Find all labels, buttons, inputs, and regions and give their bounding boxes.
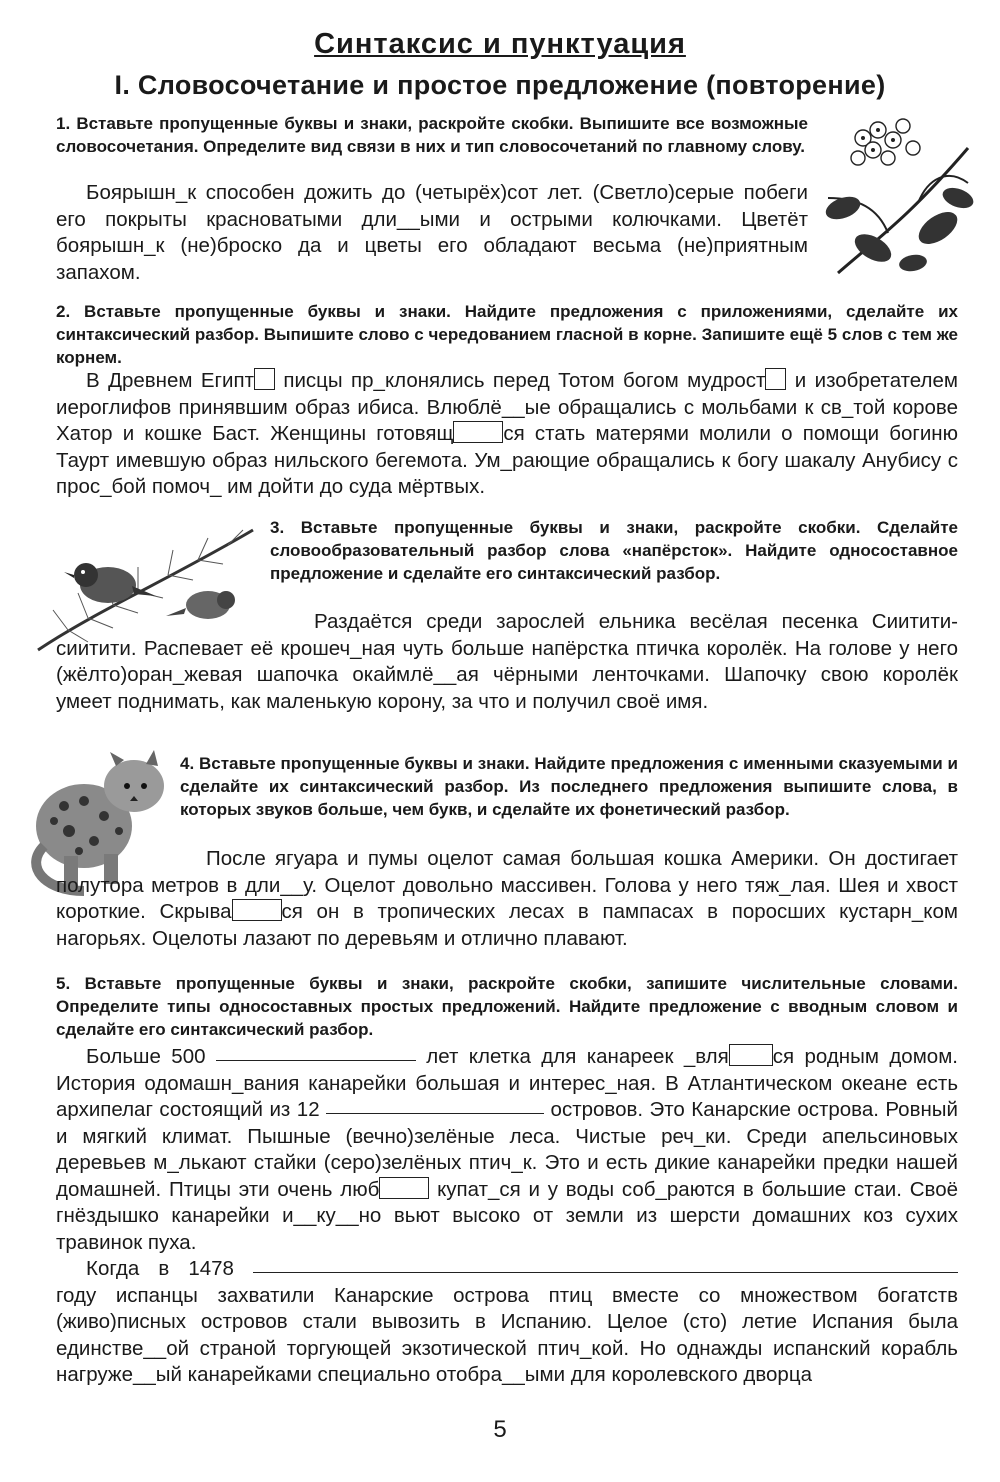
task1-instruction: 1. Вставьте пропущенные буквы и знаки, раскройте скобки. Выпишите все возможные словосочетания. Определите вид связи в них и тип словосочетаний по главному слову.: [56, 114, 808, 156]
answer-box[interactable]: [379, 1177, 429, 1199]
task5-paragraph-2: [56, 1256, 958, 1389]
task2-text: [56, 368, 958, 501]
answer-box[interactable]: [765, 368, 786, 390]
section-title: I. Словосочетание и простое предложение (повторение): [114, 70, 886, 100]
numeral-answer-line[interactable]: [253, 1272, 958, 1273]
task2-text-part: ся стать матерями молили о помощи богиню Таурт имевшую образ нильского бегемота. Ум_рающие обращались к богу шакалу Анубису с прос_бой помоч_ им дойти до суда мёртвых.: [56, 422, 958, 498]
task5-text-part: Когда в 1478: [86, 1257, 253, 1280]
task3-text: [56, 609, 958, 715]
task1-text: [56, 180, 808, 286]
answer-box[interactable]: [453, 421, 503, 443]
task5-text-part: островов. Это Канарские острова. Ровный и мягкий климат. Пышные (вечно)зелёные леса. Чистые реч_ки. Среди апельсиновых деревьев м_лькают стайки (серо)зелёных птич_к. Это и есть дикие канарейки предки нашей домашней. Птицы эти очень люб: [56, 1098, 958, 1201]
page-title: Синтаксис и пунктуация: [314, 28, 686, 60]
task2-text-part: писцы пр_клонялись перед Тотом богом мудрост: [274, 369, 766, 392]
page-number: 5: [493, 1416, 507, 1443]
numeral-answer-line[interactable]: [216, 1060, 416, 1061]
task5-text: [56, 1044, 958, 1389]
task4-instruction: 4. Вставьте пропущенные буквы и знаки. Найдите предложения с именными сказуемыми и сделайте их синтаксический разбор. Из последнего предложения выпишите слова, в которых звуков больше, чем букв, и сделайте их фонетический разбор.: [180, 754, 958, 819]
task2-paragraph: [56, 368, 958, 501]
hawthorn-branch-illustration: [818, 108, 978, 280]
task5-text-part: купат_ся и у воды соб_раются в большие стаи. Своё гнёздышко канарейки и__ку__но вьют высоко от земли из шерсти домашних коз сухих травинок пуха.: [56, 1177, 958, 1254]
task4-text-part: ся он в тропических лесах в пампасах в поросших кустарн_ком нагорьях. Оцелоты лазают по деревьям и отлично плавают.: [56, 900, 958, 950]
task4-text-part: После ягуара и пумы оцелот самая большая кошка Америки. Он достигает полутора метров в дли__у. Оцелот довольно массивен. Голова у него тяж_лая. Шея и хвост короткие. Скрыва: [56, 847, 958, 923]
task5-paragraph-1: [56, 1044, 958, 1256]
task5-text-part: лет клетка для канареек _вля: [415, 1045, 729, 1068]
task5-text-part: году испанцы захватили Канарские острова птиц вместе со множеством богатств (живо)писных островов стали вывозить в Испанию. Целое (сто) летие Испания была единстве__ой страной торгующей экзотической птич_кой. Но однажды испанский корабль нагруже__ый канарейками специально отобра__ыми для королевского дворца: [56, 1283, 958, 1386]
task5-text-part: Больше 500: [86, 1045, 216, 1068]
task2-text-part: и изобретателем иероглифов принявшим образ ибиса. Влюблё__ые обращались с мольбами к св_той корове Хатор и кошке Баст. Женщины готовящ: [56, 369, 958, 445]
task5-text-part: ся родным домом. История одомашн_вания канарейки большая и интерес_ная. В Атлантическом океане есть архипелаг состоящий из 12: [56, 1045, 958, 1121]
task2-text-part: В Древнем Египт: [86, 369, 254, 392]
task1-paragraph: Боярышн_к способен дожить до (четырёх)сот лет. (Светло)серые побеги его покрыты красноватыми дли__ыми и острыми колючками. Цветёт боярышн_к (не)броско да и цветы его обладают весьма (не)приятным запахом.: [56, 181, 808, 284]
task3-paragraph: Раздаётся среди зарослей ельника весёлая песенка Сиитити-сиитити. Распевает её крошеч_ная чуть больше напёрстка птичка королёк. На голове у него (жёлто)оран_жевая шапочка окаймлё__ая чёрными ленточками. Шапочку свою королёк умеет поднимать, как маленькую корону, за что и получил своё имя.: [56, 610, 958, 713]
task4-text: [56, 846, 958, 952]
task3-instruction: 3. Вставьте пропущенные буквы и знаки, раскройте скобки. Сделайте словообразовательный разбор слова «напёрсток». Найдите односоставное предложение и сделайте его синтаксический разбор.: [270, 518, 958, 583]
numeral-answer-line[interactable]: [326, 1113, 544, 1114]
task2-instruction: 2. Вставьте пропущенные буквы и знаки. Найдите предложения с приложениями, сделайте их синтаксический разбор. Выпишите слово с чередованием гласной в корне. Запишите ещё 5 слов с тем же корнем.: [56, 302, 958, 367]
answer-box[interactable]: [254, 368, 275, 390]
answer-box[interactable]: [729, 1044, 773, 1066]
task4-paragraph: [56, 846, 958, 952]
task5-instruction: 5. Вставьте пропущенные буквы и знаки, раскройте скобки, запишите числительные словами. Определите типы односоставных простых предложений. Найдите предложение с вводным словом и сделайте его синтаксический разбор.: [56, 974, 958, 1039]
answer-box[interactable]: [232, 899, 282, 921]
